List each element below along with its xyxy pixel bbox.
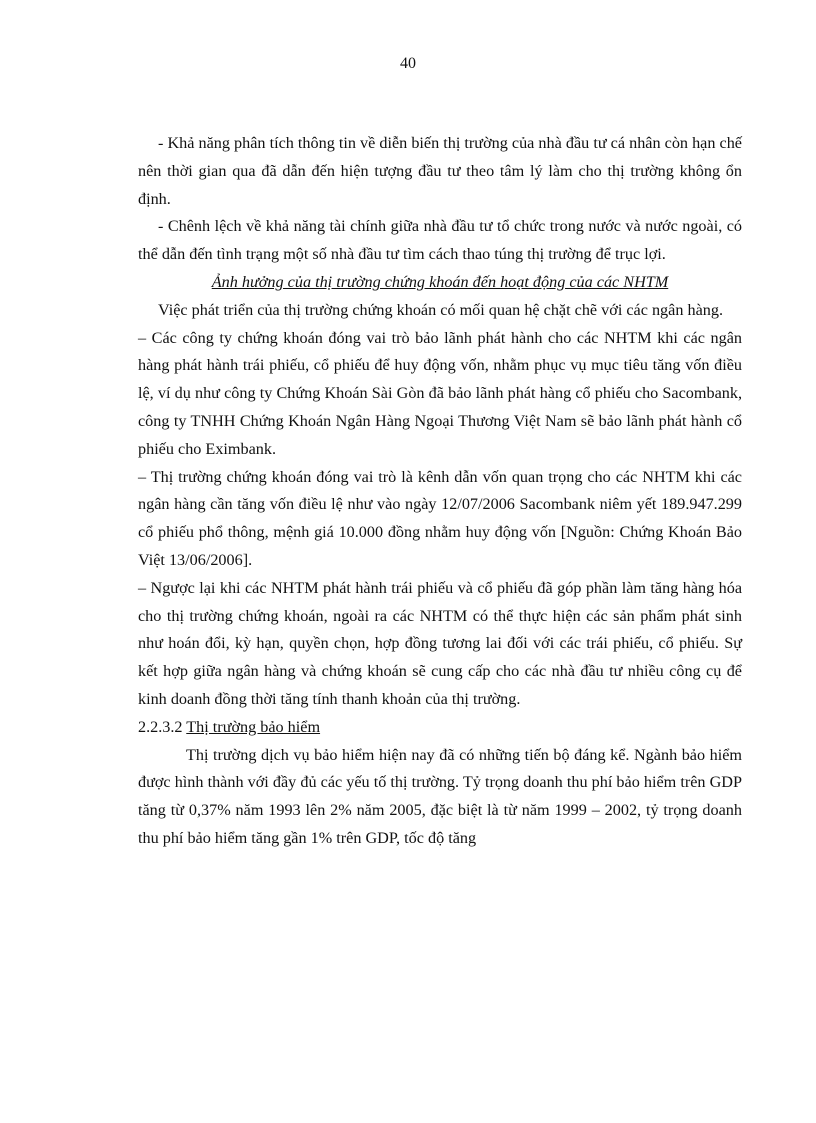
- subheading-stock-market-impact: Ảnh hưởng của thị trường chứng khoán đến hoạt động của các NHTM: [211, 272, 669, 291]
- page-number: 40: [400, 55, 416, 72]
- paragraph-investor-analysis: - Khả năng phân tích thông tin về diễn biến thị trường của nhà đầu tư cá nhân còn hạn chế nên thời gian qua đã dẫn đến hiện tượng đầu tư theo tâm lý làm cho thị trường không ổn định.: [138, 134, 742, 208]
- paragraph-financial-gap: - Chênh lệch về khả năng tài chính giữa nhà đầu tư tổ chức trong nước và nước ngoài, có thể dẫn đến tình trạng một số nhà đầu tư tìm cách thao túng thị trường để trục lợi.: [138, 217, 742, 264]
- document-body: [138, 130, 742, 853]
- section-title: Thị trường bảo hiểm: [186, 717, 321, 736]
- list-item-underwriting: – Các công ty chứng khoán đóng vai trò bảo lãnh phát hành cho các NHTM khi các ngân hàng phát hành trái phiếu, cổ phiếu để huy động vốn, nhằm phục vụ mục tiêu tăng vốn điều lệ, ví dụ như công ty Chứng Khoán Sài Gòn đã bảo lãnh phát hàng cổ phiếu cho Sacombank, công ty TNHH Chứng Khoán Ngân Hàng Ngoại Thương Việt Nam sẽ bảo lãnh phát hành cổ phiếu cho Eximbank.: [138, 328, 742, 458]
- list-item-capital-channel: – Thị trường chứng khoán đóng vai trò là kênh dẫn vốn quan trọng cho các NHTM khi các ngân hàng cần tăng vốn điều lệ như vào ngày 12/07/2006 Sacombank niêm yết 189.947.299 cổ phiếu phổ thông, mệnh giá 10.000 đồng nhằm huy động vốn [Nguồn: Chứng Khoán Bảo Việt 13/06/2006].: [138, 467, 742, 569]
- paragraph-intro: Việc phát triển của thị trường chứng khoán có mối quan hệ chặt chẽ với các ngân hàng.: [158, 300, 723, 319]
- paragraph-insurance-market: Thị trường dịch vụ bảo hiểm hiện nay đã có những tiến bộ đáng kể. Ngành bảo hiểm được hình thành với đầy đủ các yếu tố thị trường. Tỷ trọng doanh thu phí bảo hiểm trên GDP tăng từ 0,37% năm 1993 lên 2% năm 2005, đặc biệt là từ năm 1999 – 2002, tỷ trọng doanh thu phí bảo hiểm tăng gần 1% trên GDP, tốc độ tăng: [138, 745, 742, 847]
- section-heading: [138, 714, 742, 742]
- section-number: 2.2.3.2: [138, 717, 183, 736]
- list-item-derivatives: – Ngược lại khi các NHTM phát hành trái phiếu và cổ phiếu đã góp phần làm tăng hàng hóa cho thị trường chứng khoán, ngoài ra các NHTM có thể thực hiện các sản phẩm phát sinh như hoán đổi, kỳ hạn, quyền chọn, hợp đồng tương lai đối với các trái phiếu, cổ phiếu. Sự kết hợp giữa ngân hàng và chứng khoán sẽ cung cấp cho các nhà đầu tư nhiều công cụ để kinh doanh đồng thời tăng tính thanh khoản của thị trường.: [138, 578, 742, 708]
